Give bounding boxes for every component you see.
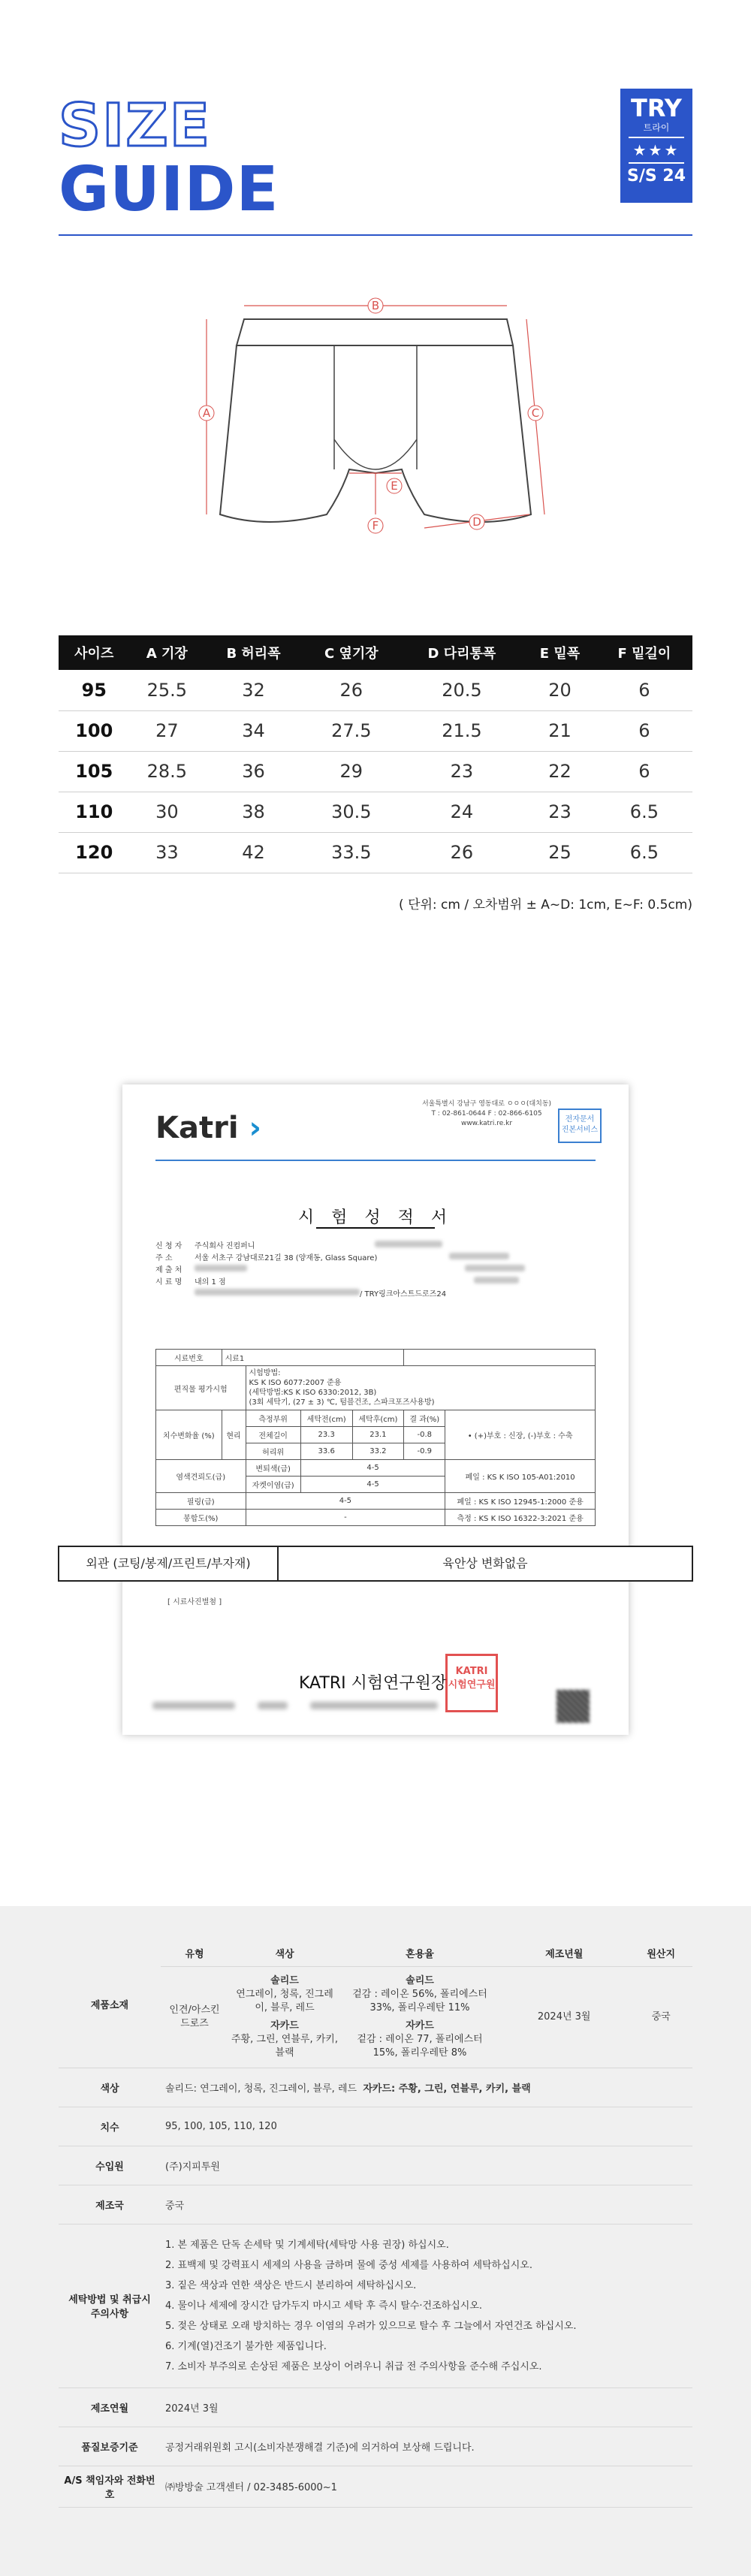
cert-cell: 봉합도(%) bbox=[156, 1510, 246, 1526]
table-row bbox=[59, 751, 692, 792]
cell: 6 bbox=[596, 751, 692, 792]
cert-cell: • (+)부호 : 신장, (-)부호 : 수축 bbox=[445, 1410, 596, 1460]
care-item: 6. 기계(열)건조기 불가한 제품입니다. bbox=[165, 2340, 327, 2352]
photo-note: [ 시료사진별첨 ] bbox=[167, 1598, 222, 1606]
seal-line: KATRI bbox=[455, 1666, 488, 1677]
cert-cell: 편직물 평가시험 bbox=[156, 1366, 246, 1410]
info-key: 시 료 명 bbox=[155, 1278, 182, 1286]
header-divider bbox=[59, 234, 692, 236]
col-a: A 기장 bbox=[130, 635, 205, 670]
cert-address-line: www.katri.re.kr bbox=[460, 1120, 513, 1127]
cert-cell: 현리 bbox=[222, 1410, 246, 1460]
cell: 33.5 bbox=[303, 832, 400, 873]
cell: 30 bbox=[130, 792, 205, 832]
cert-address bbox=[397, 1099, 577, 1129]
cell: 6 bbox=[596, 670, 692, 710]
info-label: 치수 bbox=[59, 2107, 161, 2146]
appearance-label: 외관 (코팅/봉제/프린트/부자재) bbox=[59, 1547, 279, 1580]
material-col: 제조년월 bbox=[499, 1941, 629, 1966]
material-col: 색상 bbox=[228, 1941, 341, 1966]
table-row bbox=[59, 670, 692, 710]
cert-cell: -0.9 bbox=[404, 1443, 445, 1460]
cert-cell: 33.2 bbox=[352, 1443, 404, 1460]
info-value: ㈜방방술 고객센터 / 02-3485-6000~1 bbox=[161, 2466, 692, 2507]
cert-info bbox=[155, 1241, 596, 1301]
cert-method-line: (3회 세탁기, (27 ± 3) ℃, 텀블건조, 스파크포즈사용방) bbox=[249, 1398, 435, 1407]
cert-cell: 4-5 bbox=[300, 1460, 445, 1477]
cell: 24 bbox=[400, 792, 523, 832]
size-table-header bbox=[59, 635, 692, 670]
cell: 26 bbox=[400, 832, 523, 873]
cell: 42 bbox=[204, 832, 303, 873]
care-item: 5. 젖은 상태로 오래 방치하는 경우 이염의 우려가 있으므로 탈수 후 그늘에서 자연건조 하십시오. bbox=[165, 2320, 577, 2332]
color-solid: 솔리드: 연그레이, 청록, 진그레이, 블루, 레드 bbox=[165, 2083, 357, 2095]
diagram-label-f: F bbox=[372, 519, 379, 532]
info-label: 제조연월 bbox=[59, 2387, 161, 2427]
cert-cell: 4-5 bbox=[300, 1477, 445, 1493]
brand-badge bbox=[620, 89, 692, 203]
cert-cell: 염색견뢰도(급) bbox=[156, 1460, 246, 1493]
cert-cell: 폐일 : KS K ISO 12945-1:2000 준용 bbox=[445, 1493, 596, 1510]
cell: 6.5 bbox=[596, 792, 692, 832]
info-label: 제조국 bbox=[59, 2185, 161, 2224]
cell: 20 bbox=[523, 670, 596, 710]
info-value: 중국 bbox=[161, 2185, 692, 2224]
cell: 21 bbox=[523, 710, 596, 751]
info-value: 주식회사 진컴퍼니 bbox=[195, 1242, 255, 1250]
care-item: 2. 표백제 및 강력표시 세제의 사용을 금하며 물에 중성 세제를 사용하여 세탁하십시오. bbox=[165, 2259, 532, 2271]
cert-cell: -0.8 bbox=[404, 1427, 445, 1443]
cert-cell: 필링(급) bbox=[156, 1493, 246, 1510]
care-item: 4. 물이나 세제에 장시간 담가두지 마시고 세탁 후 즉시 탈수·건조하십시오. bbox=[165, 2300, 483, 2312]
mix-solid: 겉감 : 레이온 56%, 폴리에스터 33%, 폴리우레탄 11% bbox=[352, 1988, 487, 2013]
solid-colors: 연그레이, 청록, 진그레이, 블루, 레드 bbox=[236, 1988, 333, 2013]
e-doc-stamp-line: 진본서비스 bbox=[561, 1126, 599, 1134]
diagram-label-b: B bbox=[371, 299, 380, 312]
title-guide: GUIDE bbox=[59, 154, 279, 225]
info-label: A/S 책임자와 전화번호 bbox=[59, 2466, 161, 2507]
info-value: / TRY링크아스트드로즈24 bbox=[360, 1290, 447, 1299]
diagram-label-a: A bbox=[202, 406, 211, 420]
cell: 95 bbox=[59, 670, 130, 710]
care-item: 7. 소비자 부주의로 손상된 제품은 보상이 어려우니 취급 전 주의사항을 준수해 주십시오. bbox=[165, 2360, 542, 2372]
info-value: 내의 1 점 bbox=[195, 1278, 226, 1286]
col-e: E 밑폭 bbox=[523, 635, 596, 670]
info-label: 세탁방법 및 취급시 주의사항 bbox=[59, 2224, 161, 2387]
cell: 30.5 bbox=[303, 792, 400, 832]
badge-stars: ★★★ bbox=[632, 141, 680, 159]
katri-logo bbox=[155, 1111, 261, 1145]
cert-cell: 치수변화율 (%) bbox=[156, 1410, 222, 1460]
info-value: 공정거래위원회 고시(소비자분쟁해결 기준)에 의거하여 보상해 드립니다. bbox=[161, 2427, 692, 2466]
cell: 26 bbox=[303, 670, 400, 710]
cell: 38 bbox=[204, 792, 303, 832]
logo-text: Katri bbox=[155, 1111, 239, 1145]
cell: 27.5 bbox=[303, 710, 400, 751]
cert-cell: 23.3 bbox=[300, 1427, 352, 1443]
garment-diagram bbox=[192, 289, 559, 548]
material-col: 원산지 bbox=[629, 1941, 692, 1966]
cert-address-line: T : 02-861-0644 F : 02-866-6105 bbox=[431, 1110, 542, 1118]
table-row bbox=[59, 792, 692, 832]
seal-line: 시험연구원 bbox=[448, 1679, 496, 1691]
mix-jacquard-title: 자카드 bbox=[406, 2019, 434, 2032]
cell: 22 bbox=[523, 751, 596, 792]
e-doc-stamp-line: 전자문서 bbox=[565, 1115, 595, 1124]
cell: 36 bbox=[204, 751, 303, 792]
col-c: C 옆기장 bbox=[303, 635, 400, 670]
cert-cell: 세탁후(cm) bbox=[352, 1410, 404, 1427]
cert-cell: - bbox=[246, 1510, 445, 1526]
col-b: B 허리폭 bbox=[204, 635, 303, 670]
cert-cell: 측정 : KS K ISO 16322-3:2021 준용 bbox=[445, 1510, 596, 1526]
cell: 25 bbox=[523, 832, 596, 873]
cell: 23 bbox=[400, 751, 523, 792]
table-row bbox=[59, 710, 692, 751]
title-size: SIZE bbox=[59, 92, 212, 160]
cert-cell: 결 과(%) bbox=[404, 1410, 445, 1427]
mix-jacquard: 겉감 : 레이온 77, 폴리에스터 15%, 폴리우레탄 8% bbox=[357, 2033, 483, 2059]
appearance-result-row bbox=[58, 1546, 693, 1582]
info-row bbox=[155, 1277, 596, 1289]
material-subtable bbox=[161, 1941, 692, 2068]
material-col: 혼용율 bbox=[341, 1941, 499, 1966]
cell: 100 bbox=[59, 710, 130, 751]
cell: 105 bbox=[59, 751, 130, 792]
solid-title: 솔리드 bbox=[270, 1974, 299, 1986]
cell: 6.5 bbox=[596, 832, 692, 873]
info-value: 95, 100, 105, 110, 120 bbox=[161, 2107, 692, 2146]
cell: 6 bbox=[596, 710, 692, 751]
cell: 20.5 bbox=[400, 670, 523, 710]
cell: 32 bbox=[204, 670, 303, 710]
cert-method-line: (세탁방법:KS K ISO 6330:2012, 3B) bbox=[249, 1389, 377, 1397]
material-origin: 중국 bbox=[651, 2010, 671, 2022]
size-guide-header bbox=[59, 89, 692, 239]
info-label: 제품소재 bbox=[59, 1941, 161, 2068]
info-label: 품질보증기준 bbox=[59, 2427, 161, 2466]
care-item: 3. 짙은 색상과 연한 색상은 반드시 분리하여 세탁하십시오. bbox=[165, 2279, 417, 2291]
info-row bbox=[155, 1241, 596, 1253]
size-note: ( 단위: cm / 오차범위 ± A~D: 1cm, E~F: 0.5cm) bbox=[399, 897, 692, 912]
cert-title: 시 험 성 적 서 bbox=[297, 1208, 454, 1227]
cell: 29 bbox=[303, 751, 400, 792]
official-seal bbox=[445, 1654, 498, 1712]
material-date: 2024년 3월 bbox=[537, 2010, 591, 2022]
cert-cell: 자켓이염(급) bbox=[246, 1477, 300, 1493]
table-row bbox=[59, 832, 692, 873]
cert-method-line: KS K ISO 6077:2007 준용 bbox=[249, 1379, 342, 1387]
care-item: 1. 본 제품은 단독 손세탁 및 기계세탁(세탁망 사용 권장) 하십시오. bbox=[165, 2239, 449, 2251]
info-value: 서울 서초구 강남대로21길 38 (양재동, Glass Square) bbox=[195, 1254, 378, 1262]
diagram-label-d: D bbox=[472, 515, 481, 529]
product-info-table bbox=[59, 1941, 692, 2508]
info-value: (주)지피투원 bbox=[161, 2146, 692, 2185]
cert-cell: 폐일 : KS K ISO 105-A01:2010 bbox=[445, 1460, 596, 1493]
diagram-label-e: E bbox=[391, 479, 398, 493]
jacquard-colors: 주황, 그린, 연블루, 카키, 블랙 bbox=[231, 2033, 338, 2059]
cert-method-line: 시험방법: bbox=[249, 1369, 281, 1377]
info-label: 색상 bbox=[59, 2068, 161, 2107]
cert-cell: 시료1 bbox=[222, 1350, 404, 1366]
cert-results-table bbox=[155, 1349, 596, 1526]
e-doc-stamp bbox=[558, 1109, 602, 1143]
cell: 28.5 bbox=[130, 751, 205, 792]
info-key: 주 소 bbox=[155, 1254, 173, 1262]
cell: 110 bbox=[59, 792, 130, 832]
color-jacquard: 자카드: 주황, 그린, 연블루, 카키, 블랙 bbox=[363, 2083, 531, 2095]
cert-cell: 세탁전(cm) bbox=[300, 1410, 352, 1427]
info-key: 제 출 처 bbox=[155, 1266, 182, 1274]
cell: 27 bbox=[130, 710, 205, 751]
chevron-right-icon: › bbox=[249, 1111, 261, 1145]
cell: 21.5 bbox=[400, 710, 523, 751]
cert-cell: 시료번호 bbox=[156, 1350, 222, 1366]
cert-cell: 전체길이 bbox=[246, 1427, 300, 1443]
mix-solid-title: 솔리드 bbox=[406, 1974, 434, 1986]
badge-season: S/S 24 bbox=[627, 167, 686, 186]
cell: 23 bbox=[523, 792, 596, 832]
cert-cell: 33.6 bbox=[300, 1443, 352, 1460]
cert-cell: 23.1 bbox=[352, 1427, 404, 1443]
qr-code-icon bbox=[556, 1690, 590, 1723]
appearance-value: 육안상 변화없음 bbox=[442, 1556, 528, 1570]
jacquard-title: 자카드 bbox=[270, 2019, 299, 2032]
cert-signature: KATRI 시험연구원장 bbox=[299, 1674, 448, 1693]
cell: 25.5 bbox=[130, 670, 205, 710]
badge-brand: TRY bbox=[631, 94, 682, 122]
material-type: 인견/아스킨 드로즈 bbox=[169, 2004, 220, 2029]
info-value: 2024년 3월 bbox=[161, 2387, 692, 2427]
info-key: 신 청 자 bbox=[155, 1242, 182, 1250]
info-row bbox=[155, 1253, 596, 1265]
size-table bbox=[59, 635, 692, 873]
diagram-label-c: C bbox=[531, 406, 540, 420]
cert-cell: 4-5 bbox=[246, 1493, 445, 1510]
col-size: 사이즈 bbox=[59, 635, 130, 670]
col-d: D 다리통폭 bbox=[400, 635, 523, 670]
test-certificate bbox=[86, 1084, 629, 1735]
cert-cell: 변퇴색(급) bbox=[246, 1460, 300, 1477]
cert-address-line: 서울특별시 강남구 영동대로 ㅇㅇㅇ(대치동) bbox=[421, 1100, 552, 1108]
cell: 120 bbox=[59, 832, 130, 873]
info-row bbox=[155, 1265, 596, 1277]
cert-cell: 허리위 bbox=[246, 1443, 300, 1460]
cell: 33 bbox=[130, 832, 205, 873]
col-f: F 밑길이 bbox=[596, 635, 692, 670]
cell: 34 bbox=[204, 710, 303, 751]
info-row bbox=[155, 1289, 596, 1301]
info-label: 수입원 bbox=[59, 2146, 161, 2185]
material-col: 유형 bbox=[161, 1941, 228, 1966]
badge-brand-kr: 트라이 bbox=[643, 122, 670, 133]
cert-cell: 측정부위 bbox=[246, 1410, 300, 1427]
